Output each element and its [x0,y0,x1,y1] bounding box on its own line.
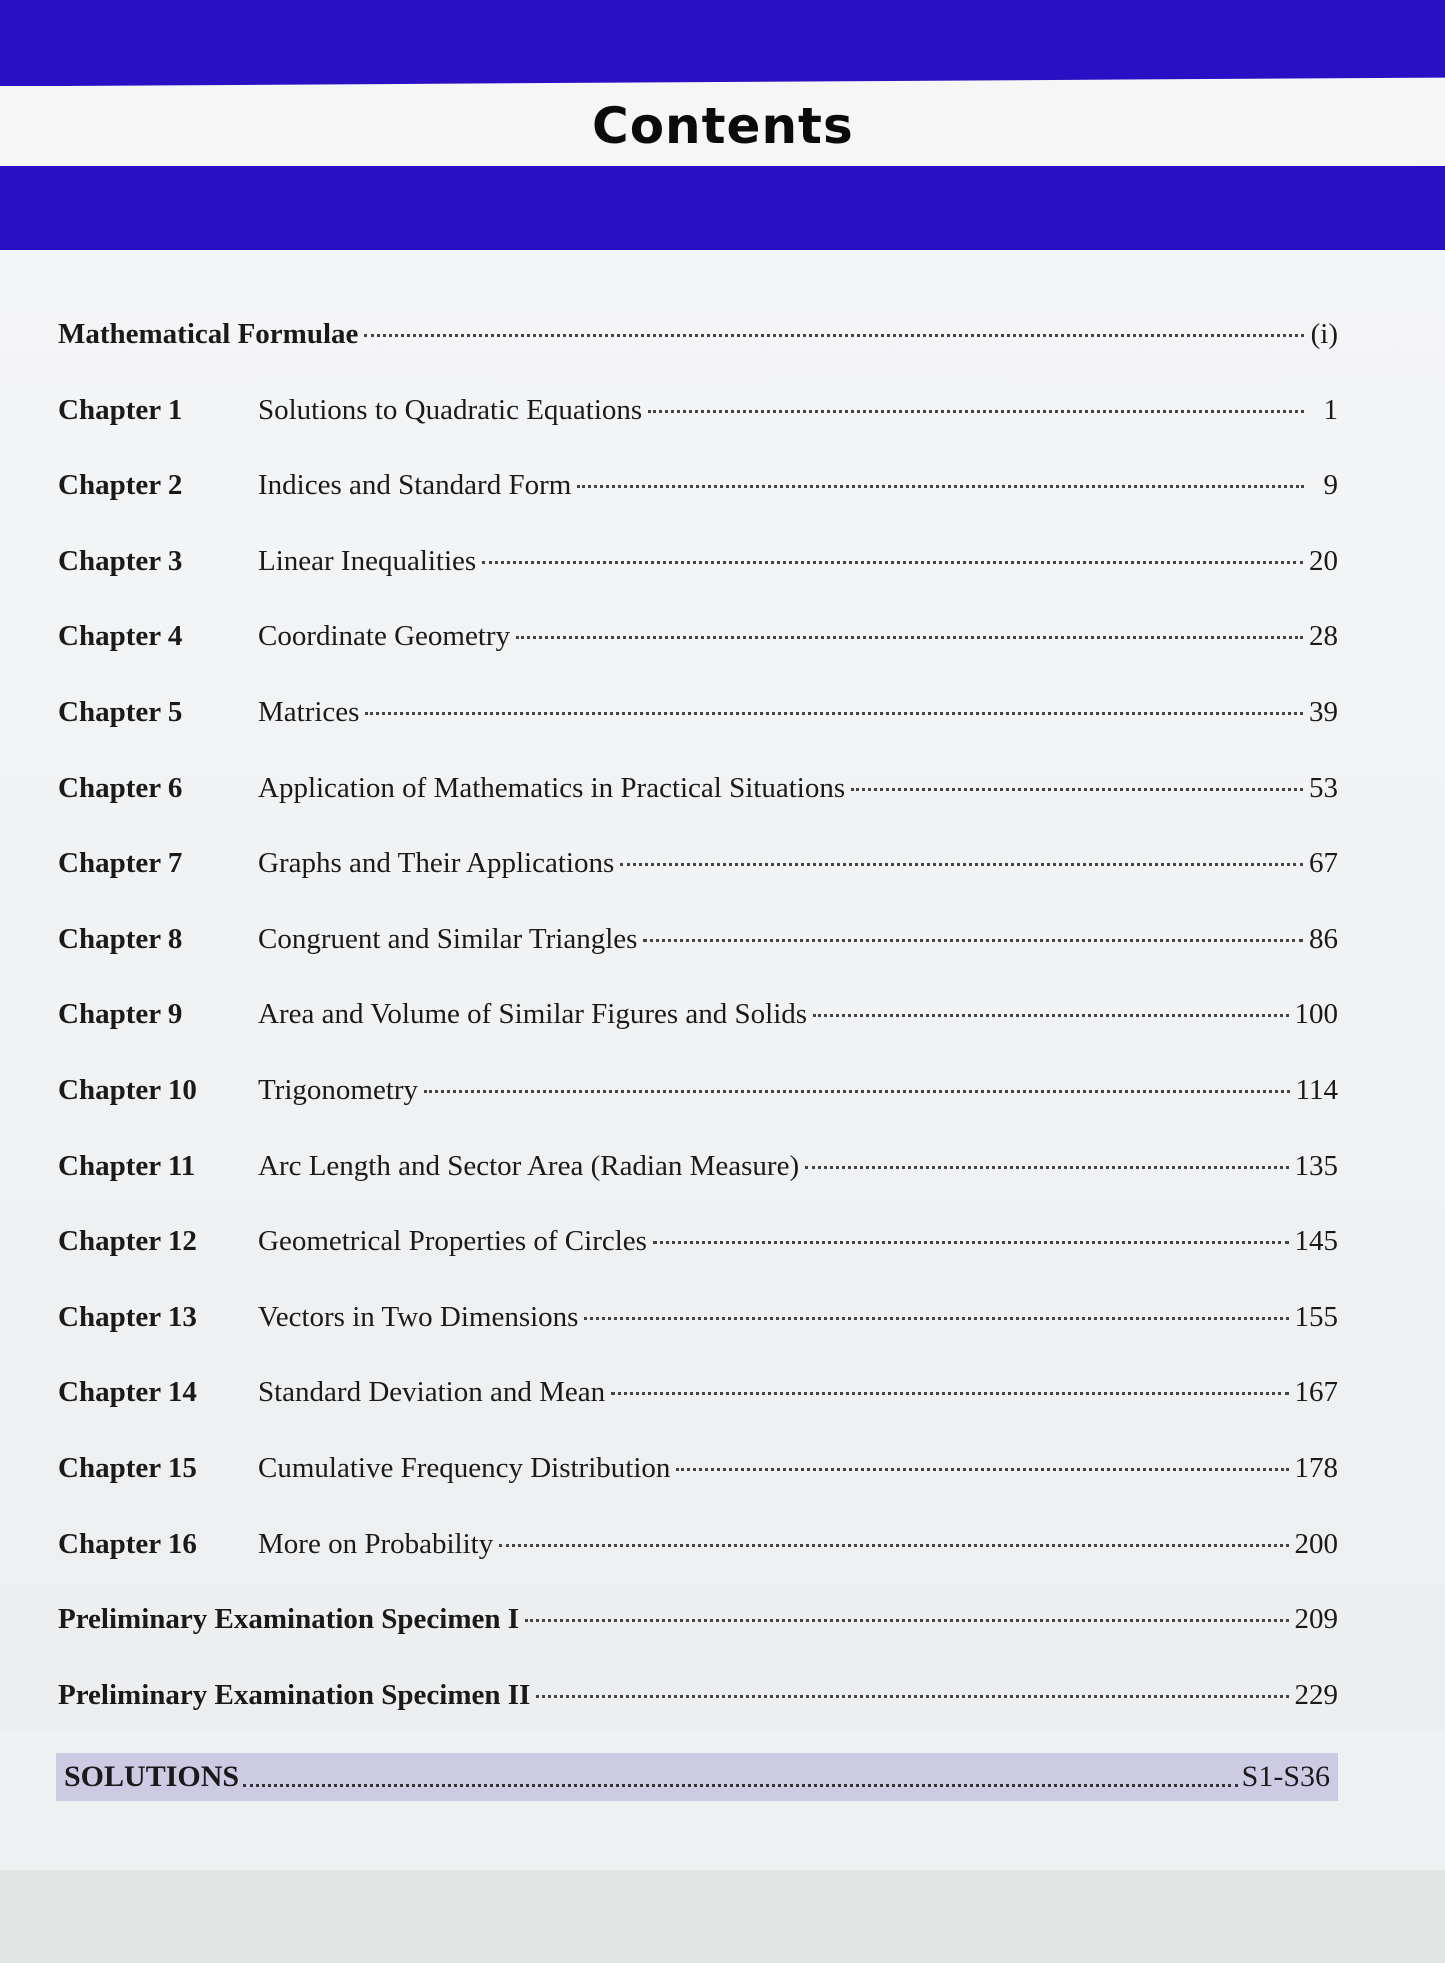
chapter-title: Geometrical Properties of Circles [258,1225,647,1258]
toc-row-chapter[interactable] [58,545,1338,621]
chapter-title: Matrices [258,695,360,728]
chapter-title: Solutions to Quadratic Equations [258,393,643,426]
dot-leader [365,712,1303,715]
solutions-page-range: S1-S36 [1241,1760,1330,1793]
chapter-number: Chapter 11 [58,1149,196,1182]
toc-page: 155 [1294,1300,1338,1333]
toc-page: 20 [1309,544,1338,577]
chapter-number: Chapter 15 [58,1451,197,1484]
chapter-title: Indices and Standard Form [258,469,572,502]
toc-page: (i) [1310,318,1338,350]
toc-row-chapter[interactable] [58,469,1338,545]
dot-leader [648,410,1304,413]
toc-row-chapter[interactable] [58,923,1338,999]
toc-row-chapter[interactable] [58,1376,1338,1452]
solutions-label: SOLUTIONS [64,1760,240,1793]
toc-row-chapter[interactable] [58,620,1338,696]
toc-page: 100 [1294,998,1338,1031]
toc-row-chapter[interactable] [58,998,1338,1074]
dot-leader [805,1166,1288,1169]
toc-page: 9 [1323,469,1338,502]
chapter-title: Congruent and Similar Triangles [258,922,638,955]
dot-leader [851,788,1303,791]
chapter-number: Chapter 5 [58,695,183,728]
toc-page: 209 [1294,1603,1338,1636]
dot-leader [577,485,1304,488]
dot-leader [620,863,1303,866]
toc-page: 28 [1309,620,1338,653]
toc-page: 86 [1309,922,1338,955]
chapter-number: Chapter 4 [58,620,183,653]
dot-leader [424,1090,1290,1093]
toc-page: 178 [1294,1451,1338,1484]
toc-row-chapter[interactable] [58,1301,1338,1377]
toc-row-chapter[interactable] [58,696,1338,772]
toc-page: 39 [1309,695,1338,728]
toc-row-formulae[interactable] [58,318,1338,394]
chapter-title: Arc Length and Sector Area (Radian Measure) [258,1149,800,1182]
toc-row-chapter[interactable] [58,847,1338,923]
toc-row-chapter[interactable] [58,1528,1338,1604]
toc-page: 53 [1309,771,1338,804]
dot-leader [536,1695,1288,1698]
chapter-number: Chapter 6 [58,771,183,804]
toc-label: Mathematical Formulae [58,318,359,350]
toc-page: 200 [1294,1527,1338,1560]
specimen-label: Preliminary Examination Specimen I [58,1603,520,1636]
chapter-number: Chapter 9 [58,998,183,1031]
toc-page: 135 [1294,1149,1338,1182]
toc-page: 145 [1294,1225,1338,1258]
chapter-title: Vectors in Two Dimensions [258,1300,579,1333]
top-blue-band [0,0,1445,86]
dot-leader [584,1317,1288,1320]
page-title: Contents [591,97,854,155]
table-of-contents [58,318,1338,1754]
chapter-title: Graphs and Their Applications [258,847,615,880]
toc-row-chapter[interactable] [58,394,1338,470]
chapter-title: Application of Mathematics in Practical Situations [258,771,846,804]
toc-page: 167 [1294,1376,1338,1409]
chapter-number: Chapter 1 [58,393,183,426]
toc-row-chapter[interactable] [58,1225,1338,1301]
dot-leader [243,1784,1238,1787]
dot-leader [676,1468,1288,1471]
dot-leader [653,1241,1289,1244]
bottom-shadow [0,1870,1445,1963]
dot-leader [525,1619,1288,1622]
title-strip [0,78,1445,175]
chapter-number: Chapter 14 [58,1376,197,1409]
chapter-number: Chapter 3 [58,544,183,577]
chapter-title: Area and Volume of Similar Figures and Solids [258,998,808,1031]
chapter-title: Coordinate Geometry [258,620,511,653]
chapter-title: Cumulative Frequency Distribution [258,1451,671,1484]
dot-leader [611,1392,1288,1395]
toc-page: 229 [1294,1678,1338,1711]
toc-row-chapter[interactable] [58,1150,1338,1226]
toc-page: 67 [1309,847,1338,880]
specimen-label: Preliminary Examination Specimen II [58,1678,531,1711]
toc-row-specimen-1[interactable] [58,1603,1338,1679]
dot-leader [813,1014,1288,1017]
toc-row-specimen-2[interactable] [58,1679,1338,1755]
chapter-number: Chapter 16 [58,1527,197,1560]
toc-page: 114 [1295,1073,1338,1106]
toc-row-solutions[interactable] [56,1753,1338,1801]
dot-leader [643,939,1303,942]
dot-leader [516,636,1303,639]
chapter-number: Chapter 7 [58,847,183,880]
toc-row-chapter[interactable] [58,1074,1338,1150]
chapter-number: Chapter 12 [58,1225,197,1258]
dot-leader [482,561,1303,564]
chapter-title: More on Probability [258,1527,494,1560]
chapter-number: Chapter 8 [58,922,183,955]
chapter-number: Chapter 2 [58,469,183,502]
toc-row-chapter[interactable] [58,1452,1338,1528]
toc-page: 1 [1323,393,1338,426]
toc-row-chapter[interactable] [58,772,1338,848]
chapter-title: Linear Inequalities [258,544,477,577]
chapter-title: Standard Deviation and Mean [258,1376,606,1409]
chapter-number: Chapter 13 [58,1300,197,1333]
dot-leader [364,334,1304,337]
lower-blue-band [0,166,1445,250]
dot-leader [499,1544,1288,1547]
chapter-number: Chapter 10 [58,1073,197,1106]
chapter-title: Trigonometry [258,1073,419,1106]
